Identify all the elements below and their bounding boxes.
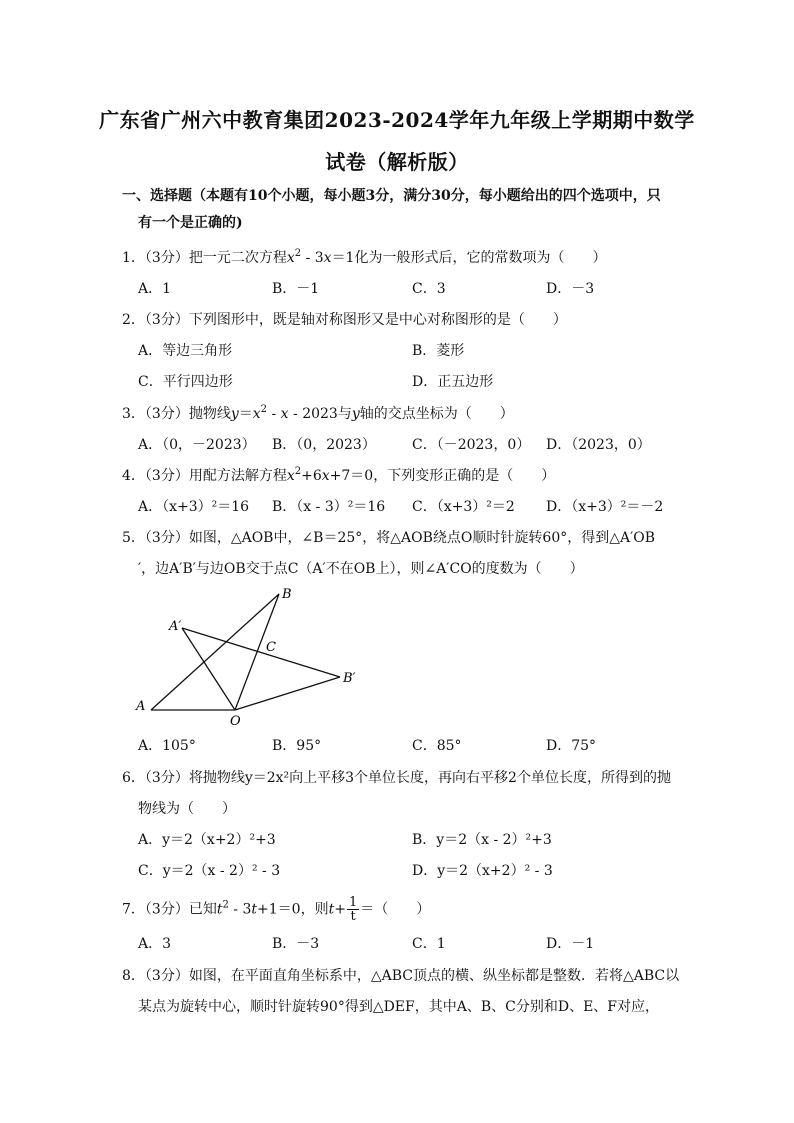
question-3-option-a: A．（0，－2023） bbox=[138, 437, 256, 453]
label-B-prime: B′ bbox=[343, 671, 356, 686]
segment-OB1 bbox=[235, 677, 340, 710]
question-5-option-b: B．95° bbox=[272, 738, 322, 754]
question-7-stem: 7．（3分）已知$t^2 - 3t+1=0$，则t+ $\frac{1}{t}$ ＝（ ） bbox=[122, 895, 431, 924]
question-6-option-d: D．y＝2（x+2）² - 3 bbox=[412, 863, 553, 879]
question-7-option-b: B．－3 bbox=[272, 936, 320, 952]
label-B: B bbox=[282, 587, 292, 602]
label-A: A bbox=[136, 699, 146, 714]
question-4-option-a: A．（x+3）²＝16 bbox=[138, 499, 250, 515]
question-3-option-b: B．（0，2023） bbox=[272, 437, 376, 453]
question-2-option-b: B．菱形 bbox=[412, 343, 465, 359]
question-5-option-a: A．105° bbox=[138, 738, 196, 754]
question-1-option-a: A．1 bbox=[138, 281, 172, 297]
question-7-option-a: A．3 bbox=[138, 936, 172, 952]
question-1-option-b: B．－1 bbox=[272, 281, 320, 297]
question-5-figure bbox=[130, 582, 370, 732]
question-1-stem: 1．（3分）把一元二次方程$x^2 - 3x=1$化为一般形式后，它的常数项为（ ） bbox=[122, 248, 607, 266]
section-heading-line1: 一、选择题（本题有10个小题，每小题3分，满分30分，每小题给出的四个选项中，只 bbox=[122, 188, 661, 204]
question-6-stem-line1: 6．（3分）将抛物线y＝2x²向上平移3个单位长度，再向右平移2个单位长度，所得到的抛 bbox=[122, 770, 671, 786]
question-2-option-a: A．等边三角形 bbox=[138, 343, 233, 359]
question-7-option-c: C．1 bbox=[412, 936, 446, 952]
question-4-option-d: D．（x+3）²＝－2 bbox=[546, 499, 664, 515]
question-1-option-c: C．3 bbox=[412, 281, 446, 297]
question-8-stem-line1: 8．（3分）如图，在平面直角坐标系中，△ABC顶点的横、纵坐标都是整数．若将△ABC以 bbox=[122, 968, 680, 984]
question-6-stem-line2: 物线为（ ） bbox=[138, 801, 236, 817]
question-5-stem-line1: 5．（3分）如图，△AOB中，∠B＝25°，将△AOB绕点O顺时针旋转60°，得到△A′OB bbox=[122, 530, 656, 546]
question-3-stem: 3．（3分）抛物线$y=x^2 - x - 2023$与y轴的交点坐标为（ ） bbox=[122, 404, 514, 422]
section-heading-line2: 有一个是正确的) bbox=[138, 215, 243, 231]
question-4-stem: 4．（3分）用配方法解方程$x^2+6x+7=0$，下列变形正确的是（ ） bbox=[122, 466, 556, 484]
fraction-one-over-t: $\frac{1}{t}$ bbox=[348, 895, 358, 924]
question-1-option-d: D．－3 bbox=[546, 281, 595, 297]
question-5-option-c: C．85° bbox=[412, 738, 462, 754]
question-4-option-c: C．（x+3）²＝2 bbox=[412, 499, 515, 515]
question-6-option-a: A．y＝2（x+2）²+3 bbox=[138, 832, 276, 848]
question-3-option-d: D．（2023，0） bbox=[546, 437, 651, 453]
question-4-option-b: B．（x - 3）²＝16 bbox=[272, 499, 386, 515]
label-A-prime: A′ bbox=[169, 619, 182, 634]
label-O: O bbox=[230, 714, 241, 729]
question-7-option-d: D．－1 bbox=[546, 936, 595, 952]
document-title-line1: 广东省广州六中教育集团2023-2024学年九年级上学期期中数学 bbox=[99, 108, 695, 132]
question-3-option-c: C．（－2023，0） bbox=[412, 437, 531, 453]
question-2-option-c: C．平行四边形 bbox=[138, 374, 233, 390]
question-2-option-d: D．正五边形 bbox=[412, 374, 494, 390]
question-5-stem-line2: ′，边A′B′与边OB交于点C（A′不在OB上），则∠A′CO的度数为（ ） bbox=[138, 561, 584, 577]
question-6-option-c: C．y＝2（x - 2）² - 3 bbox=[138, 863, 281, 879]
segment-A1B1 bbox=[182, 628, 340, 677]
question-5-option-d: D．75° bbox=[546, 738, 597, 754]
question-2-stem: 2．（3分）下列图形中，既是轴对称图形又是中心对称图形的是（ ） bbox=[122, 312, 567, 328]
question-6-option-b: B．y＝2（x - 2）²+3 bbox=[412, 832, 552, 848]
question-8-stem-line2: 某点为旋转中心，顺时针旋转90°得到△DEF，其中A、B、C分别和D、E、F对应， bbox=[138, 999, 660, 1015]
document-title-line2: 试卷（解析版） bbox=[325, 150, 469, 174]
label-C: C bbox=[266, 640, 276, 655]
